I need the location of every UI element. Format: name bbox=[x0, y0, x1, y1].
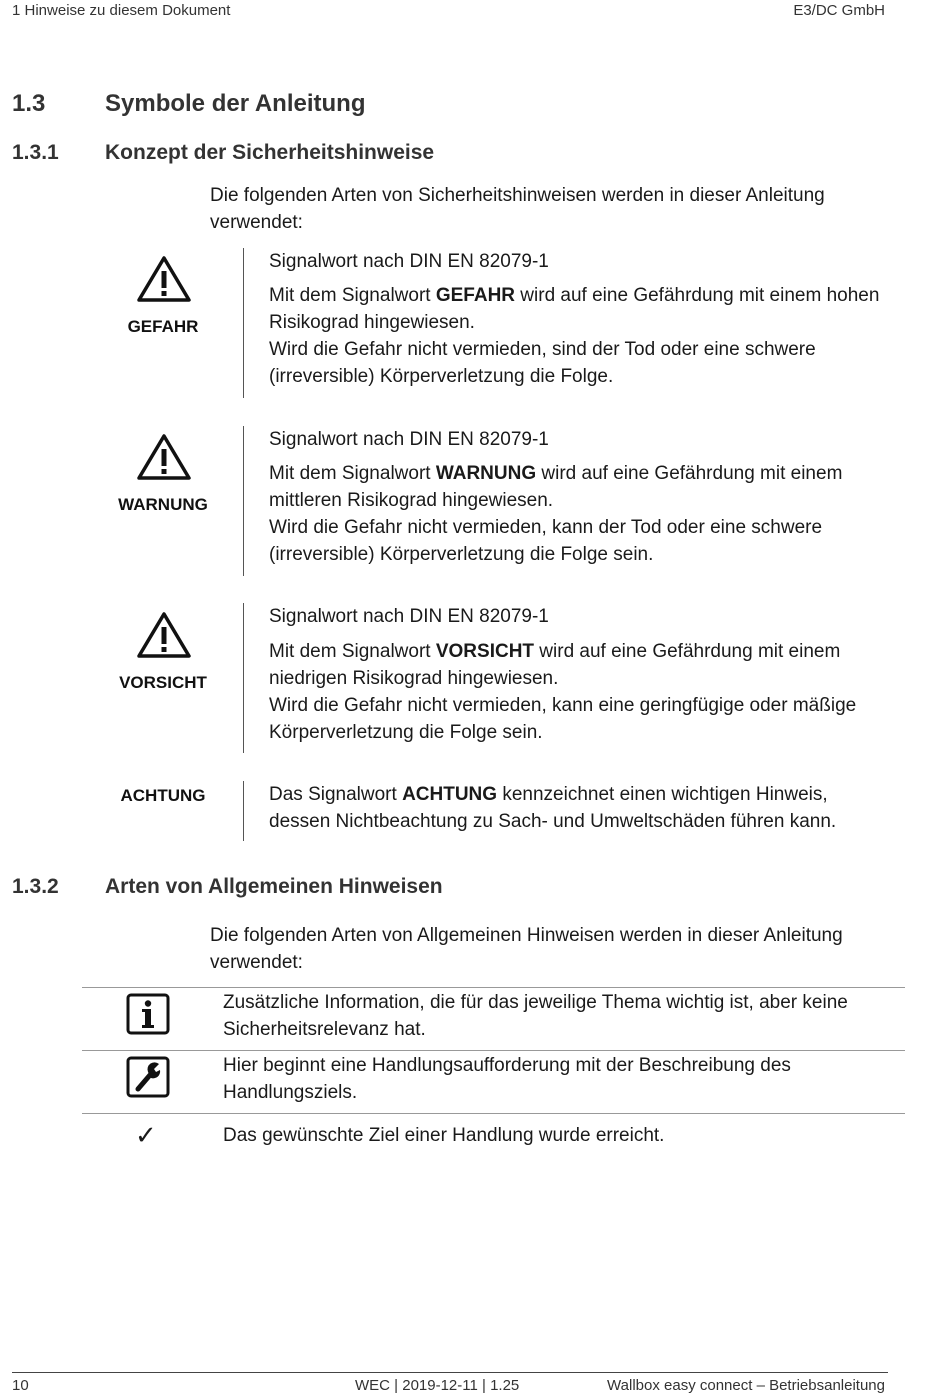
signal-source: Signalwort nach DIN EN 82079-1 bbox=[269, 251, 549, 272]
table-rule bbox=[82, 1050, 905, 1051]
warning-triangle-icon bbox=[136, 433, 192, 481]
warning-triangle-icon bbox=[136, 255, 192, 303]
section-number: 1.3 bbox=[12, 90, 46, 117]
page-number: 10 bbox=[12, 1377, 29, 1394]
signal-label: GEFAHR bbox=[127, 317, 199, 336]
subsection-title: Konzept der Sicherheitshinweise bbox=[105, 141, 435, 164]
subsection-title: Arten von Allgemeinen Hinweisen bbox=[105, 875, 443, 898]
info-icon bbox=[126, 993, 170, 1035]
divider-line bbox=[243, 603, 244, 753]
divider-line bbox=[243, 781, 244, 841]
signal-consequence: Wird die Gefahr nicht vermieden, sind der Tod oder eine schwere (irreversible) Körperverletzung die Folge. bbox=[269, 339, 816, 387]
warning-triangle-icon bbox=[136, 611, 192, 659]
signal-description: Mit dem Signalwort VORSICHT wird auf eine Gefährdung mit einem niedrigen Risikograd hingewiesen. bbox=[269, 641, 841, 689]
list-item: Das gewünschte Ziel einer Handlung wurde erreicht. bbox=[223, 1125, 665, 1146]
footer-rule bbox=[12, 1372, 888, 1373]
signal-label: VORSICHT bbox=[119, 673, 207, 692]
signal-source: Signalwort nach DIN EN 82079-1 bbox=[269, 606, 549, 627]
signal-description: Das Signalwort ACHTUNG kennzeichnet einen wichtigen Hinweis, dessen Nichtbeachtung zu Sach- und Umweltschäden führen kann. bbox=[269, 784, 837, 832]
list-item: Hier beginnt eine Handlungsaufforderung mit der Beschreibung des Handlungsziels. bbox=[223, 1055, 791, 1103]
wrench-icon bbox=[126, 1056, 170, 1098]
intro-text: Die folgenden Arten von Allgemeinen Hinweisen werden in dieser Anleitung verwendet: bbox=[210, 925, 843, 973]
table-rule bbox=[82, 987, 905, 988]
signal-description: Mit dem Signalwort GEFAHR wird auf eine Gefährdung mit einem hohen Risikograd hingewiesen. bbox=[269, 285, 880, 333]
signal-label: ACHTUNG bbox=[120, 786, 206, 805]
signal-source: Signalwort nach DIN EN 82079-1 bbox=[269, 429, 549, 450]
running-header-right: E3/DC GmbH bbox=[793, 2, 885, 19]
table-rule bbox=[82, 1113, 905, 1114]
running-header-left: 1 Hinweise zu diesem Dokument bbox=[12, 2, 231, 19]
doc-info: WEC | 2019-12-11 | 1.25 bbox=[355, 1377, 520, 1394]
signal-consequence: Wird die Gefahr nicht vermieden, kann der Tod oder eine schwere (irreversible) Körperverletzung die Folge sein. bbox=[269, 517, 823, 565]
divider-line bbox=[243, 426, 244, 576]
signal-description: Mit dem Signalwort WARNUNG wird auf eine Gefährdung mit einem mittleren Risikograd hingewiesen. bbox=[269, 463, 843, 511]
signal-consequence: Wird die Gefahr nicht vermieden, kann eine geringfügige oder mäßige Körperverletzung die Folge sein. bbox=[269, 695, 857, 743]
signal-label: WARNUNG bbox=[118, 495, 208, 514]
subsection-number: 1.3.1 bbox=[12, 141, 59, 164]
subsection-number: 1.3.2 bbox=[12, 875, 59, 898]
list-item: Zusätzliche Information, die für das jeweilige Thema wichtig ist, aber keine Sicherheitsrelevanz hat. bbox=[223, 992, 848, 1040]
section-title: Symbole der Anleitung bbox=[105, 90, 366, 117]
intro-text: Die folgenden Arten von Sicherheitshinweisen werden in dieser Anleitung verwendet: bbox=[210, 185, 825, 233]
doc-title: Wallbox easy connect – Betriebsanleitung bbox=[607, 1377, 885, 1394]
divider-line bbox=[243, 248, 244, 398]
checkmark-icon: ✓ bbox=[135, 1121, 157, 1151]
